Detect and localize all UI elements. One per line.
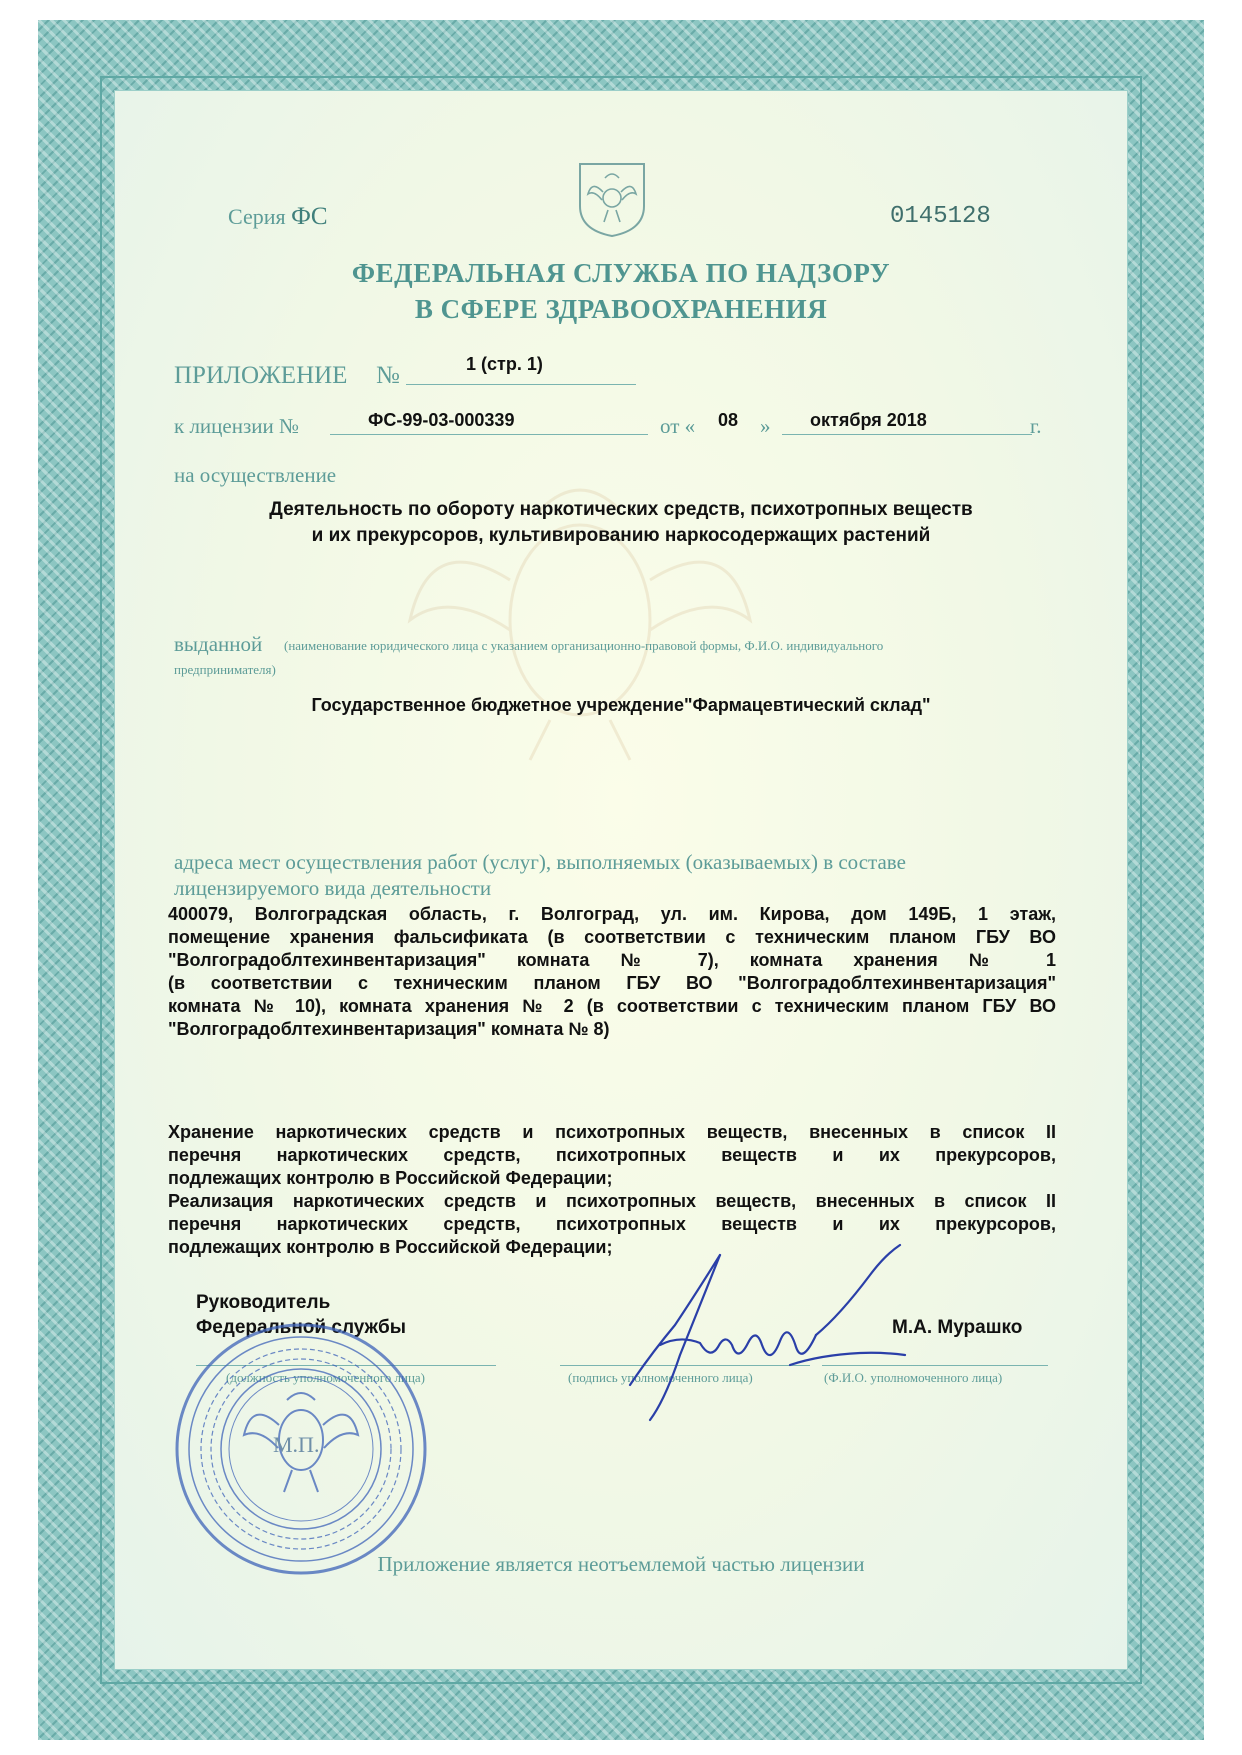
addresses-label-line2: лицензируемого вида деятельности — [174, 876, 492, 900]
issued-hint-line2: предпринимателя) — [174, 662, 276, 677]
address-line: 400079, Волгоградская область, г. Волгоград, ул. им. Кирова, дом 149Б, 1 этаж, — [168, 904, 1056, 924]
license-from-label: от « — [660, 414, 696, 438]
works-line: Хранение наркотических средств и психотропных веществ, внесенных в список II — [168, 1122, 1056, 1142]
address-line: (в соответствии с техническим планом ГБУ ВО "Волгоградоблтехинвентаризация" — [168, 973, 1056, 993]
signer-position-line2: Федеральной службы — [196, 1317, 406, 1338]
form-number: 0145128 — [890, 203, 991, 230]
license-day-close: » — [760, 414, 771, 438]
license-day: 08 — [718, 410, 739, 430]
handwritten-signature — [620, 1235, 920, 1425]
signer-position-line1: Руководитель — [196, 1292, 331, 1313]
license-date-underline — [782, 434, 1032, 435]
works-line: перечня наркотических средств, психотропных веществ и их прекурсоров, — [168, 1214, 1056, 1234]
address-line: "Волгоградоблтехинвентаризация" комната № 7), комната хранения № 1 — [168, 950, 1056, 970]
activity-line2: и их прекурсоров, культивированию наркосодержащих растений — [311, 525, 931, 546]
appendix-number: 1 (стр. 1) — [466, 354, 543, 374]
license-number-underline — [330, 434, 648, 435]
license-label: к лицензии № — [174, 414, 300, 438]
license-year-suffix: г. — [1030, 414, 1042, 438]
addresses-label-line1: адреса мест осуществления работ (услуг), выполняемых (оказываемых) в составе — [174, 850, 906, 874]
coat-of-arms-icon — [574, 158, 650, 238]
works-line: Реализация наркотических средств и психотропных веществ, внесенных в список II — [168, 1191, 1056, 1211]
issued-label: выданной — [174, 632, 263, 656]
footer-note: Приложение является неотъемлемой частью лицензии — [377, 1552, 865, 1576]
seal-place-label: М.П. — [273, 1432, 320, 1457]
addresses-text — [168, 903, 1056, 1041]
series-value: ФС — [291, 203, 328, 230]
issued-hint-line1: (наименование юридического лица с указанием организационно-правовой формы, Ф.И.О. индивидуального — [284, 638, 884, 653]
appendix-no-sign: № — [376, 362, 400, 389]
license-month-year: октября 2018 — [810, 410, 927, 430]
works-line: подлежащих контролю в Российской Федерации; — [168, 1168, 613, 1188]
address-line: "Волгоградоблтехинвентаризация" комната № 8) — [168, 1019, 610, 1039]
activity-line1: Деятельность по обороту наркотических средств, психотропных веществ — [269, 499, 973, 520]
agency-title-line1: ФЕДЕРАЛЬНАЯ СЛУЖБА ПО НАДЗОРУ — [351, 258, 891, 288]
works-text — [168, 1121, 1056, 1259]
agency-title-line2: В СФЕРЕ ЗДРАВООХРАНЕНИЯ — [414, 294, 828, 324]
activity-label: на осуществление — [174, 463, 337, 487]
appendix-label: ПРИЛОЖЕНИЕ — [174, 362, 348, 389]
appendix-underline — [406, 384, 636, 385]
address-line: комната № 10), комната хранения № 2 (в соответствии с техническим планом ГБУ ВО — [168, 996, 1056, 1016]
address-line: помещение хранения фальсификата (в соответствии с техническим планом ГБУ ВО — [168, 927, 1056, 947]
caption-signature: (подпись уполномоченного лица) — [568, 1370, 753, 1385]
series-label: Серия — [228, 204, 286, 229]
works-line: подлежащих контролю в Российской Федерации; — [168, 1237, 613, 1257]
license-number: ФС-99-03-000339 — [368, 410, 515, 430]
caption-position: (должность уполномоченного лица) — [226, 1370, 426, 1385]
organization-name: Государственное бюджетное учреждение"Фармацевтический склад" — [311, 695, 931, 715]
works-line: перечня наркотических средств, психотропных веществ и их прекурсоров, — [168, 1145, 1056, 1165]
caption-name: (Ф.И.О. уполномоченного лица) — [824, 1370, 1003, 1385]
signer-name: М.А. Мурашко — [892, 1317, 1023, 1338]
